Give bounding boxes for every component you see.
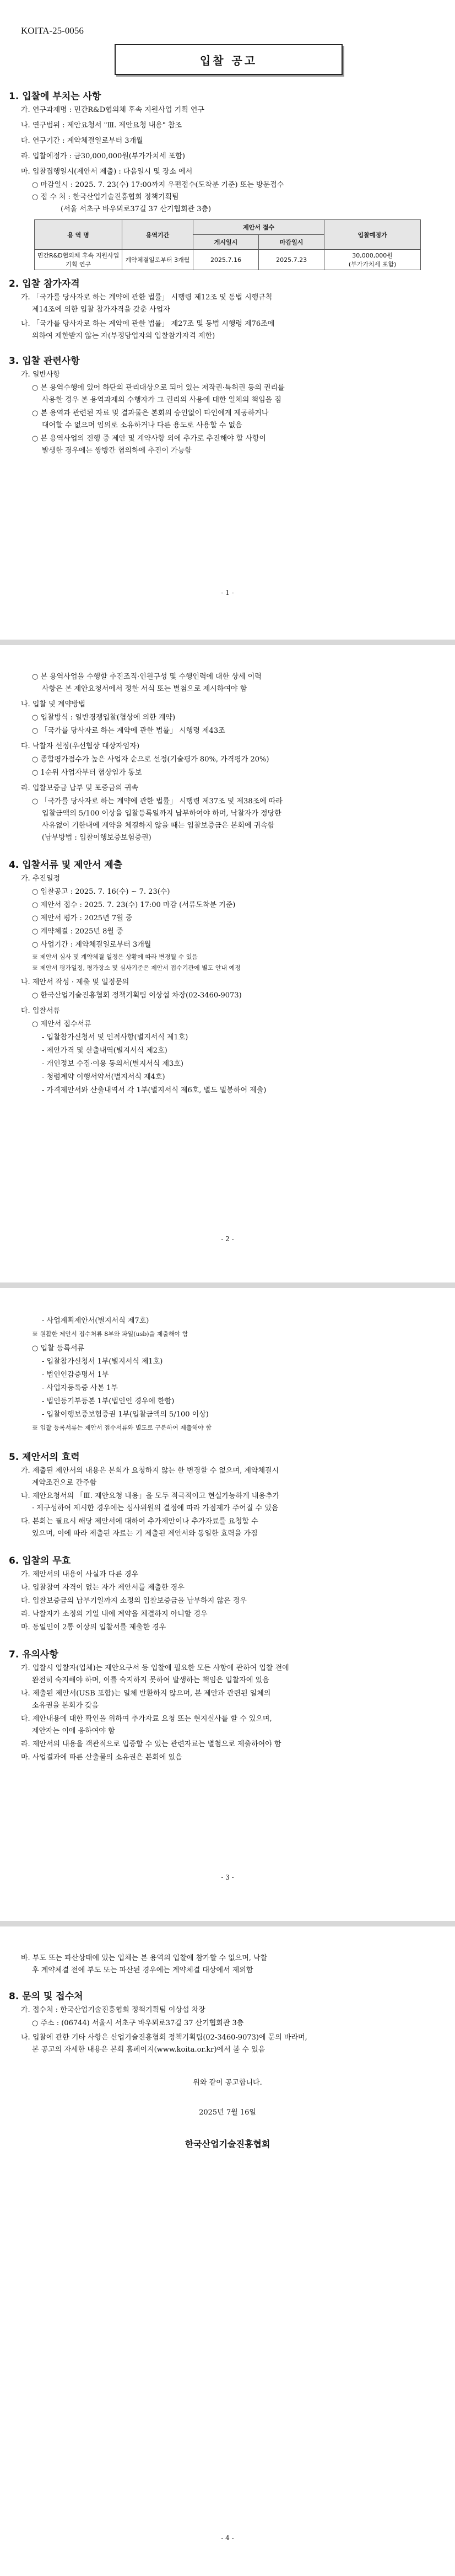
s7-item-c1: 다. 제안내용에 대한 확인을 위하여 추가자료 요청 또는 현지실사를 할 수 있으며, xyxy=(21,1715,272,1723)
s3-item-c1: ○ 종합평가점수가 높은 사업자 순으로 선정(기술평가 80%, 가격평가 20%) xyxy=(32,755,269,764)
s3-item-d1-2: 입찰금액의 5/100 이상을 입찰등록일까지 납부하여야 하며, 낙찰자가 정당한 xyxy=(42,809,281,818)
s4-item-c1-6: - 사업계획제안서(별지서식 제7호) xyxy=(42,1317,149,1325)
s4-item-c1-2: - 제안가격 및 산출내역(별지서식 제2호) xyxy=(42,1046,167,1055)
s3-item-c2: ○ 1순위 사업자부터 협상임가 통보 xyxy=(32,769,142,777)
section-8-heading: 8. 문의 및 접수처 xyxy=(9,1991,83,2002)
s1-item-e1: ○ 마감일시 : 2025. 7. 23(수) 17:00까지 우편접수(도착분 기준) 또는 방문접수 xyxy=(32,181,284,189)
s8-item-b2: 본 공고의 자세한 내용은 본회 홈페이지(www.koita.or.kr)에서 볼 수 있음 xyxy=(32,2046,266,2054)
s3-item-d: 라. 입찰보증금 납부 및 포증금의 귀속 xyxy=(21,784,139,792)
s4-item-b: 나. 제안서 작성 · 제출 및 일정문의 xyxy=(21,978,129,986)
page-separator xyxy=(0,1921,455,1926)
s3-item-d1-4: (납부방법 : 입찰이행보증보험증권) xyxy=(42,834,151,842)
s4-item-c1-1: - 입찰참가신청서 및 인적사항(별지서식 제1호) xyxy=(42,1033,188,1042)
s4-item-a1: ○ 입찰공고 : 2025. 7. 16(수) ~ 7. 23(수) xyxy=(32,888,170,896)
s3-item-d1-1: ○ 「국가를 당사자로 하는 계약에 관한 법률」 시행령 제37조 및 제38조에 따라 xyxy=(32,797,283,806)
s4-item-c2-5: - 입찰이행보증보험증권 1부(입찰금액의 5/100 이상) xyxy=(42,1410,209,1419)
s5-item-b1: 나. 제안요청서의 「Ⅲ. 제안요청 내용」을 모두 적극적이고 현실가능하게 내용추가 xyxy=(21,1492,280,1500)
organization-name: 한국산업기술진흥협회 xyxy=(185,2139,270,2149)
s1-item-e3: (서울 서초구 바우뫼로37길 37 산기협회관 3층) xyxy=(61,205,212,213)
s8-item-b1: 나. 입찰에 관한 기타 사항은 산업기술진흥협회 정책기획팀(02-3460-9073)에 문의 바라며, xyxy=(21,2033,307,2042)
s4-item-a: 가. 추진일정 xyxy=(21,874,61,883)
s4-item-c2-6: ※ 입찰 등록서류는 제안서 접수서류와 별도로 구분하여 제출해야 함 xyxy=(32,1424,212,1431)
section-6-heading: 6. 입찰의 무효 xyxy=(9,1555,71,1566)
s1-item-d: 라. 입찰예정가 : 금30,000,000원(부가가치세 포함) xyxy=(21,152,185,160)
table-header-period: 용역기간 xyxy=(122,220,193,250)
section-3-heading: 3. 입찰 관련사항 xyxy=(9,356,80,367)
s3-item-b1: ○ 입찰방식 : 일반경쟁입찰(협상에 의한 계약) xyxy=(32,713,176,722)
s2-item-a2: 제14조에 의한 입찰 참가자격을 갖춘 사업자 xyxy=(32,305,170,314)
table-cell-end: 2025.7.23 xyxy=(259,250,324,270)
table-header-price: 입찰예정가 xyxy=(324,220,421,250)
s5-item-a2: 계약조건으로 간주함 xyxy=(32,1479,97,1487)
table-header-proposal: 제안서 접수 xyxy=(193,220,324,235)
s5-item-c1: 다. 본회는 필요시 해당 제안서에 대하여 추가제안이나 추가자료를 요청할 수 xyxy=(21,1517,258,1526)
page-number-1: - 1 - xyxy=(221,589,234,597)
page-title: 입찰 공고 xyxy=(115,44,343,75)
page-separator xyxy=(0,1282,455,1288)
s5-item-b2: · 제구성하여 제시한 경우에는 심사위원의 결정에 따라 가점제가 주어질 수 있음 xyxy=(32,1504,279,1512)
notice-date: 2025년 7월 16일 xyxy=(199,2108,256,2117)
s5-item-a1: 가. 제출된 제안서의 내용은 본회가 요청하지 않는 한 변경할 수 없으며, 계약체결시 xyxy=(21,1467,279,1475)
s4-item-a3: ○ 제안서 평가 : 2025년 7월 중 xyxy=(32,914,133,922)
s8-item-a1: ○ 주소 : (06744) 서울시 서초구 바우뫼로37길 37 산기협회관 3층 xyxy=(32,2019,244,2027)
s4-item-c2-3: - 사업자등록증 사본 1부 xyxy=(42,1384,118,1392)
s3-item-d1-3: 사유없이 기한내에 계약을 체결하지 않을 때는 입찰보증금은 본회에 귀속함 xyxy=(42,822,275,830)
s2-item-b1: 나. 「국가를 당사자로 하는 계약에 관한 법률」 제27조 및 동법 시행령 제76조에 xyxy=(21,320,275,328)
s4-item-b1: ○ 한국산업기술진흥협회 정책기획팀 이상섭 차장(02-3460-9073) xyxy=(32,991,242,1000)
document-id: KOITA-25-0056 xyxy=(21,25,84,36)
s6-item-d: 라. 낙찰자가 소정의 기일 내에 계약을 체결하지 아니할 경우 xyxy=(21,1610,208,1618)
s1-item-b: 나. 연구범위 : 제안요청서 "Ⅲ. 제안요청 내용" 참조 xyxy=(21,121,182,130)
page-number-4: - 4 - xyxy=(221,2534,234,2542)
s3-item-a2-1: ○ 본 용역과 관련된 자료 및 결과물은 본회의 승인없이 타인에게 제공하거나 xyxy=(32,409,269,417)
s1-item-a: 가. 연구과제명 : 민간R&D협의체 후속 지원사업 기획 연구 xyxy=(21,106,204,114)
s4-item-c2-4: - 법인등기부등본 1부(법인인 경우에 한함) xyxy=(42,1397,175,1405)
section-4-heading: 4. 입찰서류 및 제안서 제출 xyxy=(9,860,123,871)
table-header-end: 마감일시 xyxy=(259,235,324,250)
s1-item-e2: ○ 접 수 처 : 한국산업기술진흥협회 정책기획팀 xyxy=(32,193,179,201)
s5-item-c2: 있으며, 이에 따라 제출된 자료는 기 제출된 제안서와 동일한 효력을 가짐 xyxy=(32,1530,258,1538)
s8-item-a: 가. 접수처 : 한국산업기술진흥협회 정책기획팀 이상섭 차장 xyxy=(21,2006,205,2014)
s2-item-b2: 의하여 제한받지 않는 자(부정당업자의 입찰참가자격 제한) xyxy=(32,332,215,340)
s4-item-c2-1: - 입찰참가신청서 1부(별지서식 제1호) xyxy=(42,1357,163,1366)
s3-item-b2: ○ 「국가를 당사자로 하는 계약에 관한 법률」 시행령 제43조 xyxy=(32,727,225,735)
s4-item-a6: ※ 제안서 심사 및 계약체결 일정은 상황에 따라 변경될 수 있음 xyxy=(32,953,198,960)
table-cell-start: 2025.7.16 xyxy=(193,250,259,270)
s2-item-a1: 가. 「국가를 당사자로 하는 계약에 관한 법률」 시행령 제12조 및 동법 시행규칙 xyxy=(21,293,273,302)
page-separator xyxy=(0,640,455,645)
section-2-heading: 2. 입찰 참가자격 xyxy=(9,278,80,289)
s3-item-b: 나. 입찰 및 계약방법 xyxy=(21,700,85,709)
s7-item-b1: 나. 제출된 제안서(USB 포함)는 일체 반환하지 않으며, 본 제안과 관련된 일체의 xyxy=(21,1689,271,1698)
price-value: 30,000,000원 xyxy=(352,252,393,259)
page-number-2: - 2 - xyxy=(221,1235,234,1243)
s7-item-f1: 바. 부도 또는 파산상태에 있는 업체는 본 용역의 입찰에 참가할 수 없으며, 낙찰 xyxy=(21,1954,268,1962)
s3-item-a1-2: 사용한 경우 본 용역과제의 수행자가 그 권리의 사용에 대한 일체의 책임을 짐 xyxy=(42,396,281,404)
s4-item-a5: ○ 사업기간 : 계약체결일로부터 3개월 xyxy=(32,941,151,949)
s7-item-f2: 후 계약체결 전에 부도 또는 파산된 경우에는 계약체결 대상에서 제외함 xyxy=(32,1966,253,1974)
s3-item-a2-2: 대여할 수 없으며 임의로 소유하거나 다른 용도로 사용할 수 없음 xyxy=(42,421,242,430)
s4-item-c1-4: - 청렴계약 이행서약서(별지서식 제4호) xyxy=(42,1073,165,1081)
s4-item-c1-7: ※ 원활한 제안서 접수처류 8부와 파일(usb)을 제출해야 함 xyxy=(32,1330,188,1338)
s3-item-a4-2: 사항은 본 제안요청서에서 정한 서식 또는 별첨으로 제시하여야 함 xyxy=(42,685,247,693)
s7-item-a1: 가. 입찰시 입찰자(업체)는 제안요구서 등 입찰에 필요한 모든 사항에 관하여 입찰 전에 xyxy=(21,1664,289,1672)
s4-item-a4: ○ 계약체결 : 2025년 8월 중 xyxy=(32,927,123,936)
s3-item-a3-2: 발생한 경우에는 쌍방간 협의하에 추진이 가능함 xyxy=(42,447,192,455)
section-5-heading: 5. 제안서의 효력 xyxy=(9,1452,80,1463)
table-cell-period: 계약체결일로부터 3개월 xyxy=(122,250,193,270)
s4-item-c: 다. 입찰서류 xyxy=(21,1007,61,1015)
s7-item-d: 라. 제안서의 내용을 객관적으로 입증할 수 있는 관련자료는 별첨으로 제출하여야 함 xyxy=(21,1740,281,1748)
table-header-start: 게시일시 xyxy=(193,235,259,250)
s4-item-c2: ○ 입찰 등록서류 xyxy=(32,1344,84,1353)
s4-item-c1: ○ 제안서 접수서류 xyxy=(32,1020,91,1028)
table-cell-price xyxy=(324,250,421,270)
page-number-3: - 3 - xyxy=(221,1874,234,1881)
s7-item-b2: 소유권을 본회가 갖음 xyxy=(32,1702,99,1710)
s3-item-a1-1: ○ 본 용역수행에 있어 하단의 관리대상으로 되어 있는 저작권·특허권 등의 권리를 xyxy=(32,384,285,392)
s6-item-b: 나. 입찰참여 자격이 없는 자가 제안서를 제출한 경우 xyxy=(21,1584,185,1592)
table-header-name: 용 역 명 xyxy=(35,220,122,250)
table-cell-name: 민간R&D협의체 후속 지원사업 기획 연구 xyxy=(35,250,122,270)
s7-item-c2: 제안자는 이에 응하여야 함 xyxy=(32,1727,115,1735)
s4-item-c1-3: - 개인정보 수집·이용 동의서(별지서식 제3호) xyxy=(42,1060,183,1068)
s1-item-e: 마. 입찰집행일시(제안서 제출) : 다음일시 및 장소 에서 xyxy=(21,168,193,176)
price-note: (부가가치세 포함) xyxy=(348,261,397,268)
s6-item-c: 다. 입찰보증금의 납부기일까지 소정의 입찰보증금을 납부하지 않은 경우 xyxy=(21,1597,247,1605)
s7-item-a2: 완전히 숙지해야 하며, 이를 숙지하지 못하여 발생하는 책임은 입찰자에 있음 xyxy=(32,1676,269,1684)
s1-item-c: 다. 연구기간 : 계약체결일로부터 3개월 xyxy=(21,137,143,145)
s7-item-e: 마. 사업결과에 따른 산출물의 소유권은 본회에 있음 xyxy=(21,1753,182,1762)
s4-item-a2: ○ 제안서 접수 : 2025. 7. 23(수) 17:00 마감 (서류도착분 기준) xyxy=(32,901,236,909)
s6-item-a: 가. 제안서의 내용이 사실과 다른 경우 xyxy=(21,1570,139,1579)
s3-item-c: 다. 낙찰자 선정(우선협상 대상자임자) xyxy=(21,742,140,750)
s4-item-c2-2: - 법인인감증명서 1부 xyxy=(42,1371,109,1379)
s4-item-c1-5: - 가격제안서와 산출내역서 각 1부(별지서식 제6호, 별도 밀봉하여 제출) xyxy=(42,1086,267,1094)
bid-info-table xyxy=(34,219,421,270)
s3-item-a3-1: ○ 본 용역사업의 진행 중 제안 및 계약사항 외에 추가로 추진해야 할 사항이 xyxy=(32,434,267,443)
s3-item-a: 가. 일반사항 xyxy=(21,371,61,379)
section-7-heading: 7. 유의사항 xyxy=(9,1649,58,1660)
s3-item-a4-1: ○ 본 용역사업을 수행할 추진조직·인원구성 및 수행인력에 대한 상세 이력 xyxy=(32,673,262,681)
closing-statement: 위와 같이 공고합니다. xyxy=(193,2079,262,2087)
s4-item-a7: ※ 제안서 평가일정, 평가장소 및 심사기준은 제안서 접수기관에 별도 안내 예정 xyxy=(32,964,241,972)
section-1-heading: 1. 입찰에 부치는 사항 xyxy=(9,91,101,102)
s6-item-e: 마. 동일인이 2통 이상의 입찰서를 제출한 경우 xyxy=(21,1623,166,1632)
